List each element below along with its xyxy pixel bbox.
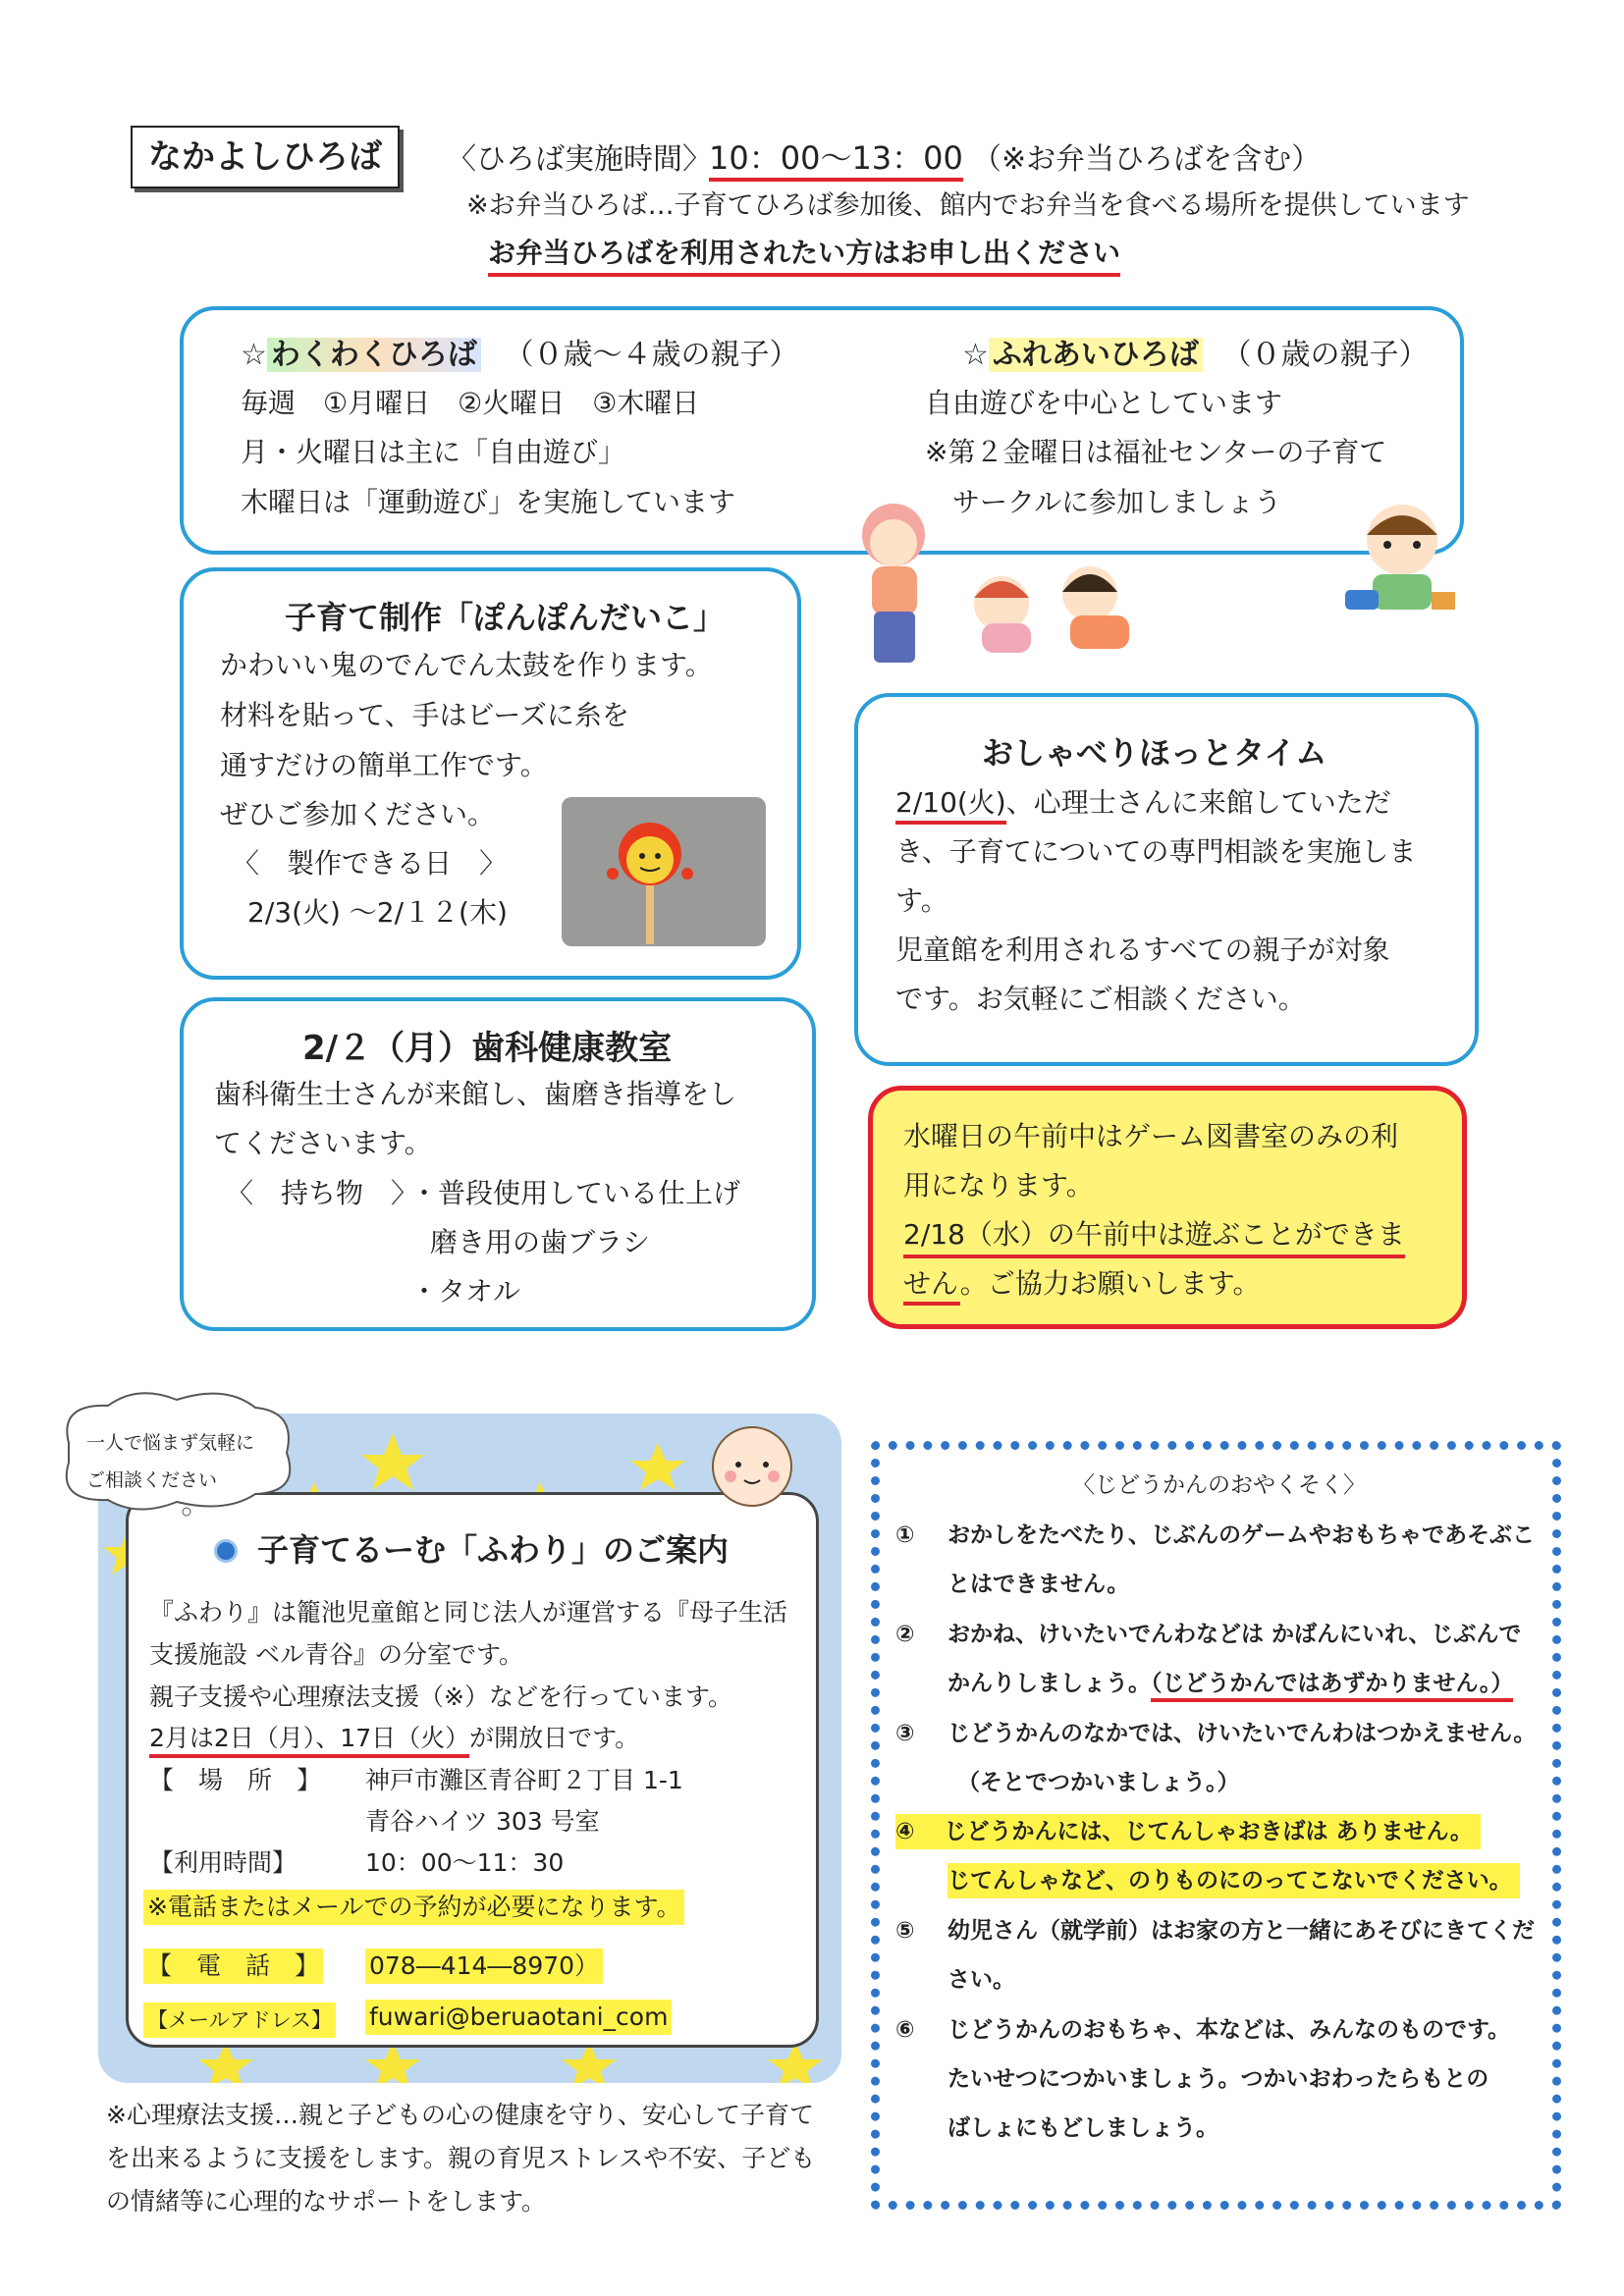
baby-icon <box>705 1417 799 1512</box>
fuwari-open-date: 2月は2日（月）、17日（火） <box>149 1724 469 1758</box>
fuwari-desc: 支援施設 ベル青谷』の分室です。 <box>149 1640 523 1669</box>
place-line: 神戸市灘区青谷町２丁目 1-1 <box>365 1766 683 1794</box>
promise-title: 〈じどうかんのおやくそく〉 <box>1072 1472 1366 1498</box>
bento-note: ※お弁当ひろば…子育てひろば参加後、館内でお弁当を食べる場所を提供しています <box>466 190 1470 221</box>
tel-label: 【 電 話 】 <box>143 1949 323 1984</box>
promise-line <box>947 1666 1513 1701</box>
promise-number: ② <box>895 1622 915 1647</box>
tel-value[interactable]: 078―414―8970） <box>365 1949 603 1984</box>
craft-photo <box>562 797 766 946</box>
fureai-heading <box>962 338 1428 373</box>
craft-line: ぜひご参加ください。 <box>220 798 496 830</box>
oshaberi-line-rest: 、心理士さんに来館していただ <box>1005 786 1391 819</box>
child-playing-illustration <box>1343 496 1461 623</box>
dental-item: 磨き用の歯ブラシ <box>430 1226 651 1258</box>
promise-line: 幼児さん（就学前）はお家の方と一緒にあそびにきてくだ <box>947 1918 1535 1944</box>
time-label: 〈ひろば実施時間〉 <box>447 142 712 177</box>
footnote-line: を出来るように支援をします。親の育児ストレスや不安、子ども <box>106 2144 816 2172</box>
wakuwaku-heading <box>241 338 798 373</box>
wakuwaku-line: 毎週 ①月曜日 ②火曜日 ③木曜日 <box>241 387 700 419</box>
oshaberi-line: 児童館を利用されるすべての親子が対象 <box>895 934 1390 966</box>
promise-line: ばしょにもどしましょう。 <box>947 2115 1218 2141</box>
footnote-line: ※心理療法支援…親と子どもの心の健康を守り、安心して子育て <box>106 2101 814 2129</box>
place-label: 【 場 所 】 <box>149 1766 322 1794</box>
oshaberi-title: おしゃべりほっとタイム <box>982 734 1327 772</box>
craft-line: かわいい鬼のでんでん太鼓を作ります。 <box>220 649 713 681</box>
fuwari-desc: 親子支援や心理療法支援（※）などを行っています。 <box>149 1682 732 1711</box>
dental-item: ・タオル <box>410 1275 521 1308</box>
promise-line: とはできません。 <box>947 1572 1130 1597</box>
promise-number: ④ <box>895 1819 915 1844</box>
time-value: 10：00～13：00 <box>709 140 963 182</box>
page-title: なかよしひろば <box>131 126 400 188</box>
oshaberi-line: す。 <box>895 884 948 917</box>
wednesday-line <box>903 1266 1260 1302</box>
promise-line-pre: かんりしましょう。 <box>947 1671 1151 1696</box>
fureai-line: 自由遊びを中心としています <box>925 387 1283 419</box>
wednesday-line: 用になります。 <box>903 1169 1094 1201</box>
dental-line: てくださいます。 <box>214 1127 432 1159</box>
wednesday-ul: せん <box>903 1267 960 1306</box>
bubble-line: ご相談ください <box>86 1469 218 1491</box>
star-icon: ☆ <box>962 338 989 372</box>
hours-label: 【利用時間】 <box>149 1848 298 1877</box>
promise-line: おかしをたべたり、じぶんのゲームやおもちゃであそぶこ <box>947 1522 1535 1548</box>
bento-request: お弁当ひろばを利用されたい方はお申し出ください <box>488 236 1120 277</box>
footnote-line: の情緒等に心理的なサポートをします。 <box>106 2187 547 2216</box>
promise-line: たいせつにつかいましょう。つかいおわったらもとの <box>947 2066 1489 2092</box>
star-icon: ☆ <box>241 338 267 372</box>
hours-value: 10：00～11：30 <box>365 1848 565 1877</box>
promise-line: じどうかんのおもちゃ、本などは、みんなのものです。 <box>947 2017 1511 2043</box>
wakuwaku-title: わくわくひろば <box>267 338 481 372</box>
promise-line: じてんしゃなど、のりものにのってこないでください。 <box>947 1863 1520 1898</box>
promise-number: ⑥ <box>895 2017 915 2043</box>
dental-items-label: 〈 持ち物 〉 <box>226 1177 419 1209</box>
craft-line: 通すだけの簡単工作です。 <box>220 749 548 781</box>
promise-line: さい。 <box>947 1967 1015 1993</box>
promise-line: じどうかんには、じてんしゃおきばは ありません。 <box>944 1819 1473 1844</box>
mail-label: 【メールアドレス】 <box>143 2002 336 2038</box>
dental-title: 2/２（月）歯科健康教室 <box>302 1029 673 1068</box>
place-line: 青谷ハイツ 303 号室 <box>365 1807 600 1836</box>
promise-line: じどうかんのなかでは、けいたいでんわはつかえません。 <box>947 1721 1537 1746</box>
fureai-title: ふれあいひろば <box>989 338 1203 372</box>
wakuwaku-line: 木曜日は「運動遊び」を実施しています <box>241 486 736 518</box>
fureai-line: ※第２金曜日は福祉センターの子育て <box>925 436 1387 468</box>
bubble-line: 一人で悩まず気軽に <box>86 1432 255 1454</box>
dental-line: 歯科衛生士さんが来館し、歯磨き指導をし <box>214 1078 737 1110</box>
oshaberi-date: 2/10(火) <box>895 786 1006 825</box>
craft-line: 2/3(火) ～2/１２(木) <box>247 896 508 929</box>
fuwari-title: 子育てるーむ「ふわり」のご案内 <box>257 1531 730 1569</box>
promise-item-4 <box>895 1814 1481 1849</box>
dental-item: ・普段使用している仕上げ <box>410 1177 741 1209</box>
fureai-age: （０歳の親子） <box>1221 338 1429 372</box>
oshaberi-line: き、子育てについての専門相談を実施しま <box>895 835 1417 868</box>
promise-number: ⑤ <box>895 1918 915 1944</box>
promise-number: ③ <box>895 1721 915 1746</box>
oshaberi-line <box>895 785 1391 821</box>
fuwari-open-rest: が開放日です。 <box>469 1724 640 1752</box>
promise-line-ul: （じどうかんではあずかりません。） <box>1151 1671 1513 1702</box>
fuwari-desc: 『ふわり』は籠池児童館と同じ法人が運営する『母子生活 <box>149 1598 788 1627</box>
craft-line: 材料を貼って、手はビーズに糸を <box>220 699 629 731</box>
wakuwaku-line: 月・火曜日は主に「自由遊び」 <box>241 436 626 468</box>
promise-line: （そとでつかいましょう。） <box>957 1770 1240 1795</box>
craft-line: 〈 製作できる日 〉 <box>232 847 508 880</box>
bullet-icon <box>214 1539 238 1563</box>
fuwari-open-days <box>149 1721 639 1756</box>
wednesday-line: 水曜日の午前中はゲーム図書室のみの利 <box>903 1120 1399 1152</box>
family-illustration <box>835 496 1188 677</box>
drum-icon <box>562 797 766 946</box>
promise-number: ① <box>895 1522 915 1548</box>
time-note: （※お弁当ひろばを含む） <box>972 142 1322 177</box>
craft-title: 子育て制作「ぽんぽんだいこ」 <box>285 599 726 636</box>
promise-line: おかね、けいたいでんわなどは かばんにいれ、じぶんで <box>947 1622 1522 1647</box>
wednesday-line: 2/18（水）の午前中は遊ぶことができま <box>903 1217 1405 1258</box>
wakuwaku-age: （０歳～４歳の親子） <box>504 338 799 372</box>
fureai-line: サークルに参加しましょう <box>952 486 1282 518</box>
oshaberi-line: です。お気軽にご相談ください。 <box>895 983 1306 1015</box>
wednesday-rest: 。ご協力お願いします。 <box>959 1267 1261 1300</box>
reservation-note: ※電話またはメールでの予約が必要になります。 <box>143 1890 684 1925</box>
mail-value[interactable]: fuwari@beruaotani_com <box>365 2000 672 2035</box>
